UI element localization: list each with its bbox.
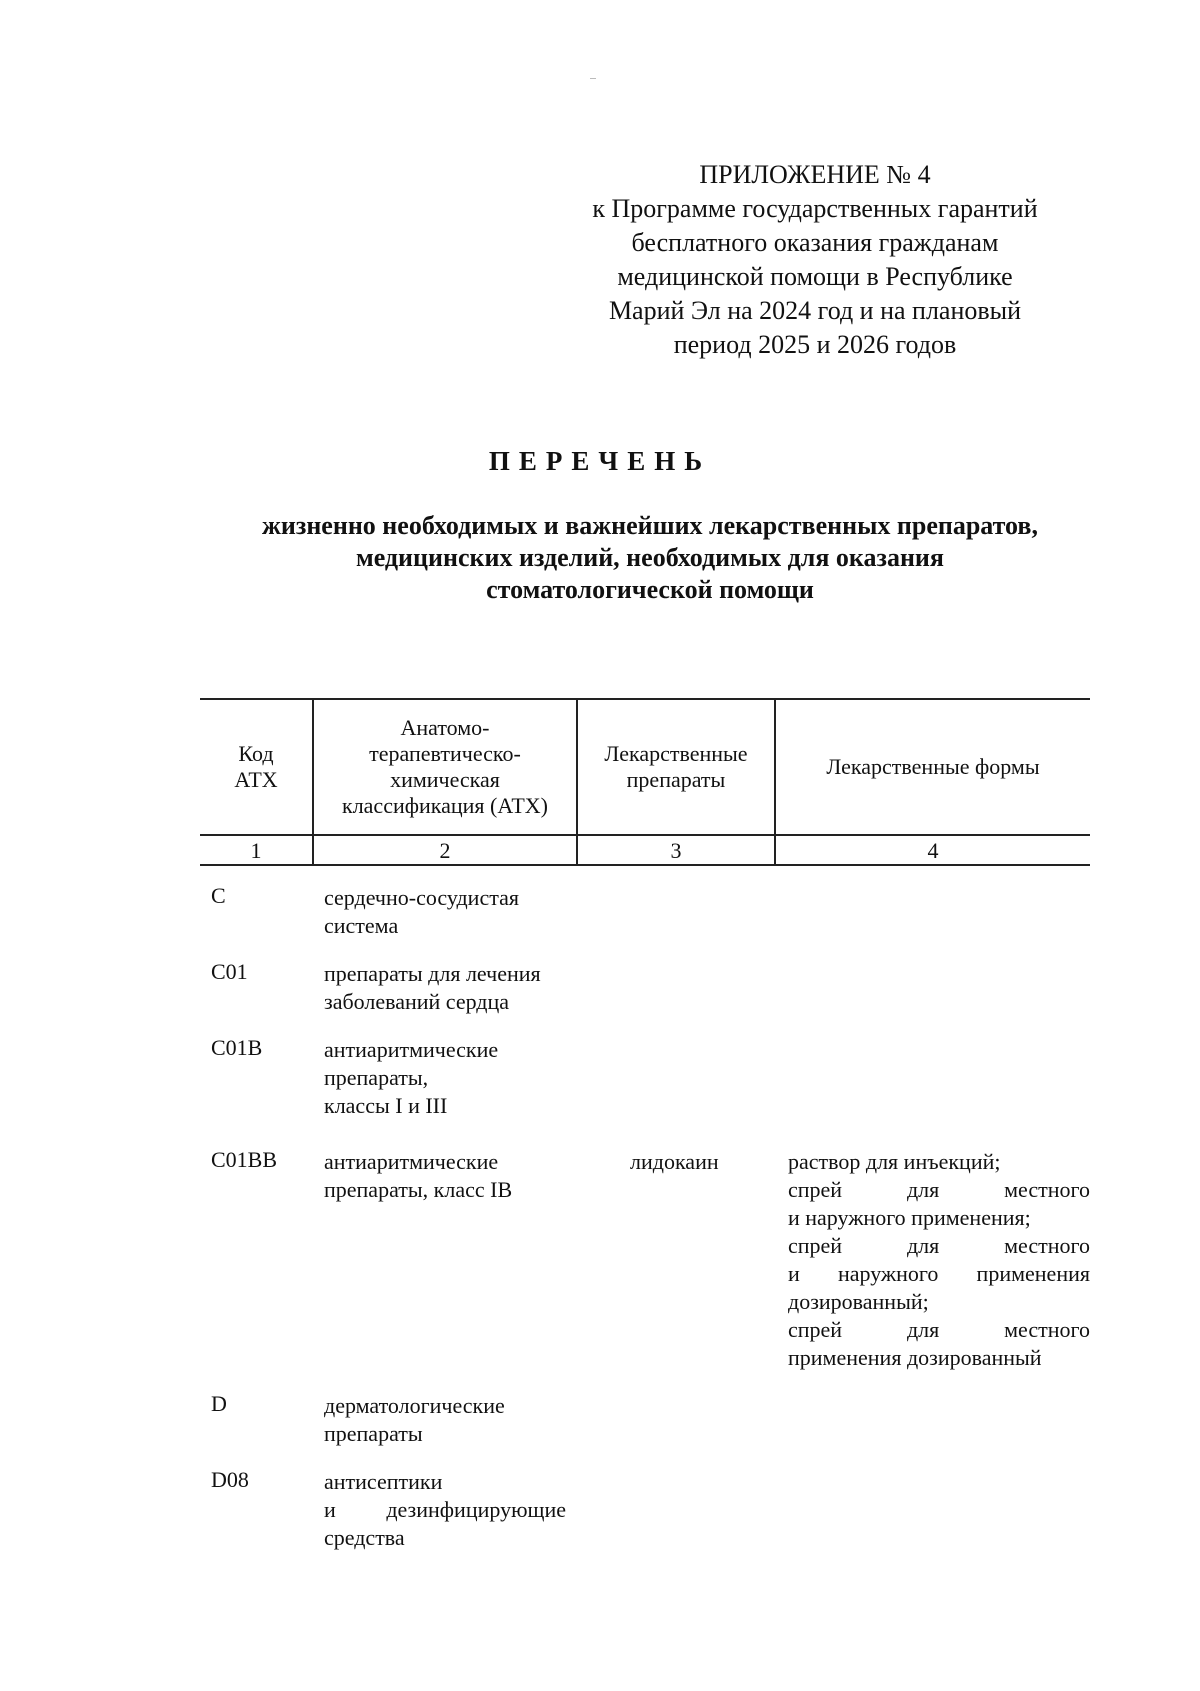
appendix-header: [560, 158, 1070, 362]
column-number: 3: [670, 838, 682, 863]
form-line-justified: спрей для местного: [788, 1317, 1090, 1342]
atc-description: сердечно-сосудистая система: [324, 885, 519, 938]
atc-code: C01B: [211, 1035, 263, 1060]
header-atc-classification: Анатомо- терапевтическо- химическая классификация (АТХ): [342, 715, 548, 818]
form-line: и наружного применения;: [788, 1205, 1031, 1230]
atc-code: D: [211, 1391, 227, 1416]
appendix-line: бесплатного оказания гражданам: [631, 228, 999, 257]
document-subtitle: [120, 510, 1180, 606]
table-rule-bottom: [200, 864, 1090, 866]
atc-description: препараты для лечения заболеваний сердца: [324, 961, 541, 1014]
dosage-forms: [788, 1148, 1090, 1372]
form-line: применения дозированный: [788, 1345, 1042, 1370]
column-number: 2: [439, 838, 451, 863]
document-title: ПЕРЕЧЕНЬ: [488, 446, 712, 476]
atc-code: C01: [211, 959, 248, 984]
appendix-line: ПРИЛОЖЕНИЕ № 4: [699, 160, 931, 189]
appendix-line: медицинской помощи в Республике: [617, 262, 1013, 291]
table-rule-mid: [200, 834, 1090, 836]
drug-name: лидокаин: [630, 1149, 719, 1174]
atc-description: антиаритмические препараты, классы I и III: [324, 1037, 499, 1118]
table-header: [200, 698, 1090, 866]
form-line: дозированный;: [788, 1289, 929, 1314]
subtitle-line: медицинских изделий, необходимых для оказания: [356, 543, 944, 572]
subtitle-line: стоматологической помощи: [486, 575, 814, 604]
form-line-justified: спрей для местного: [788, 1177, 1090, 1202]
column-number: 4: [927, 838, 939, 863]
form-line-justified: спрей для местного: [788, 1233, 1090, 1258]
header-drugs: Лекарственные препараты: [604, 741, 748, 792]
atc-code: D08: [211, 1467, 249, 1492]
scan-speck: [590, 78, 596, 79]
form-line-justified: и наружного применения: [788, 1261, 1090, 1286]
header-code-atc: Код АТХ: [234, 741, 278, 792]
atc-code: C01BB: [211, 1147, 278, 1172]
atc-description: антиаритмические препараты, класс IB: [324, 1149, 513, 1202]
atc-description: антисептики и дезинфицирующие средства: [324, 1469, 566, 1550]
header-dosage-forms: Лекарственные формы: [826, 754, 1040, 779]
subtitle-line: жизненно необходимых и важнейших лекарственных препаратов,: [262, 511, 1038, 540]
atc-description: дерматологические препараты: [324, 1393, 505, 1446]
appendix-line: Марий Эл на 2024 год и на плановый: [608, 296, 1022, 325]
appendix-line: период 2025 и 2026 годов: [673, 330, 957, 359]
appendix-line: к Программе государственных гарантий: [592, 194, 1038, 223]
form-line: раствор для инъекций;: [788, 1149, 1001, 1174]
column-number: 1: [250, 838, 262, 863]
atc-code: C: [211, 883, 226, 908]
